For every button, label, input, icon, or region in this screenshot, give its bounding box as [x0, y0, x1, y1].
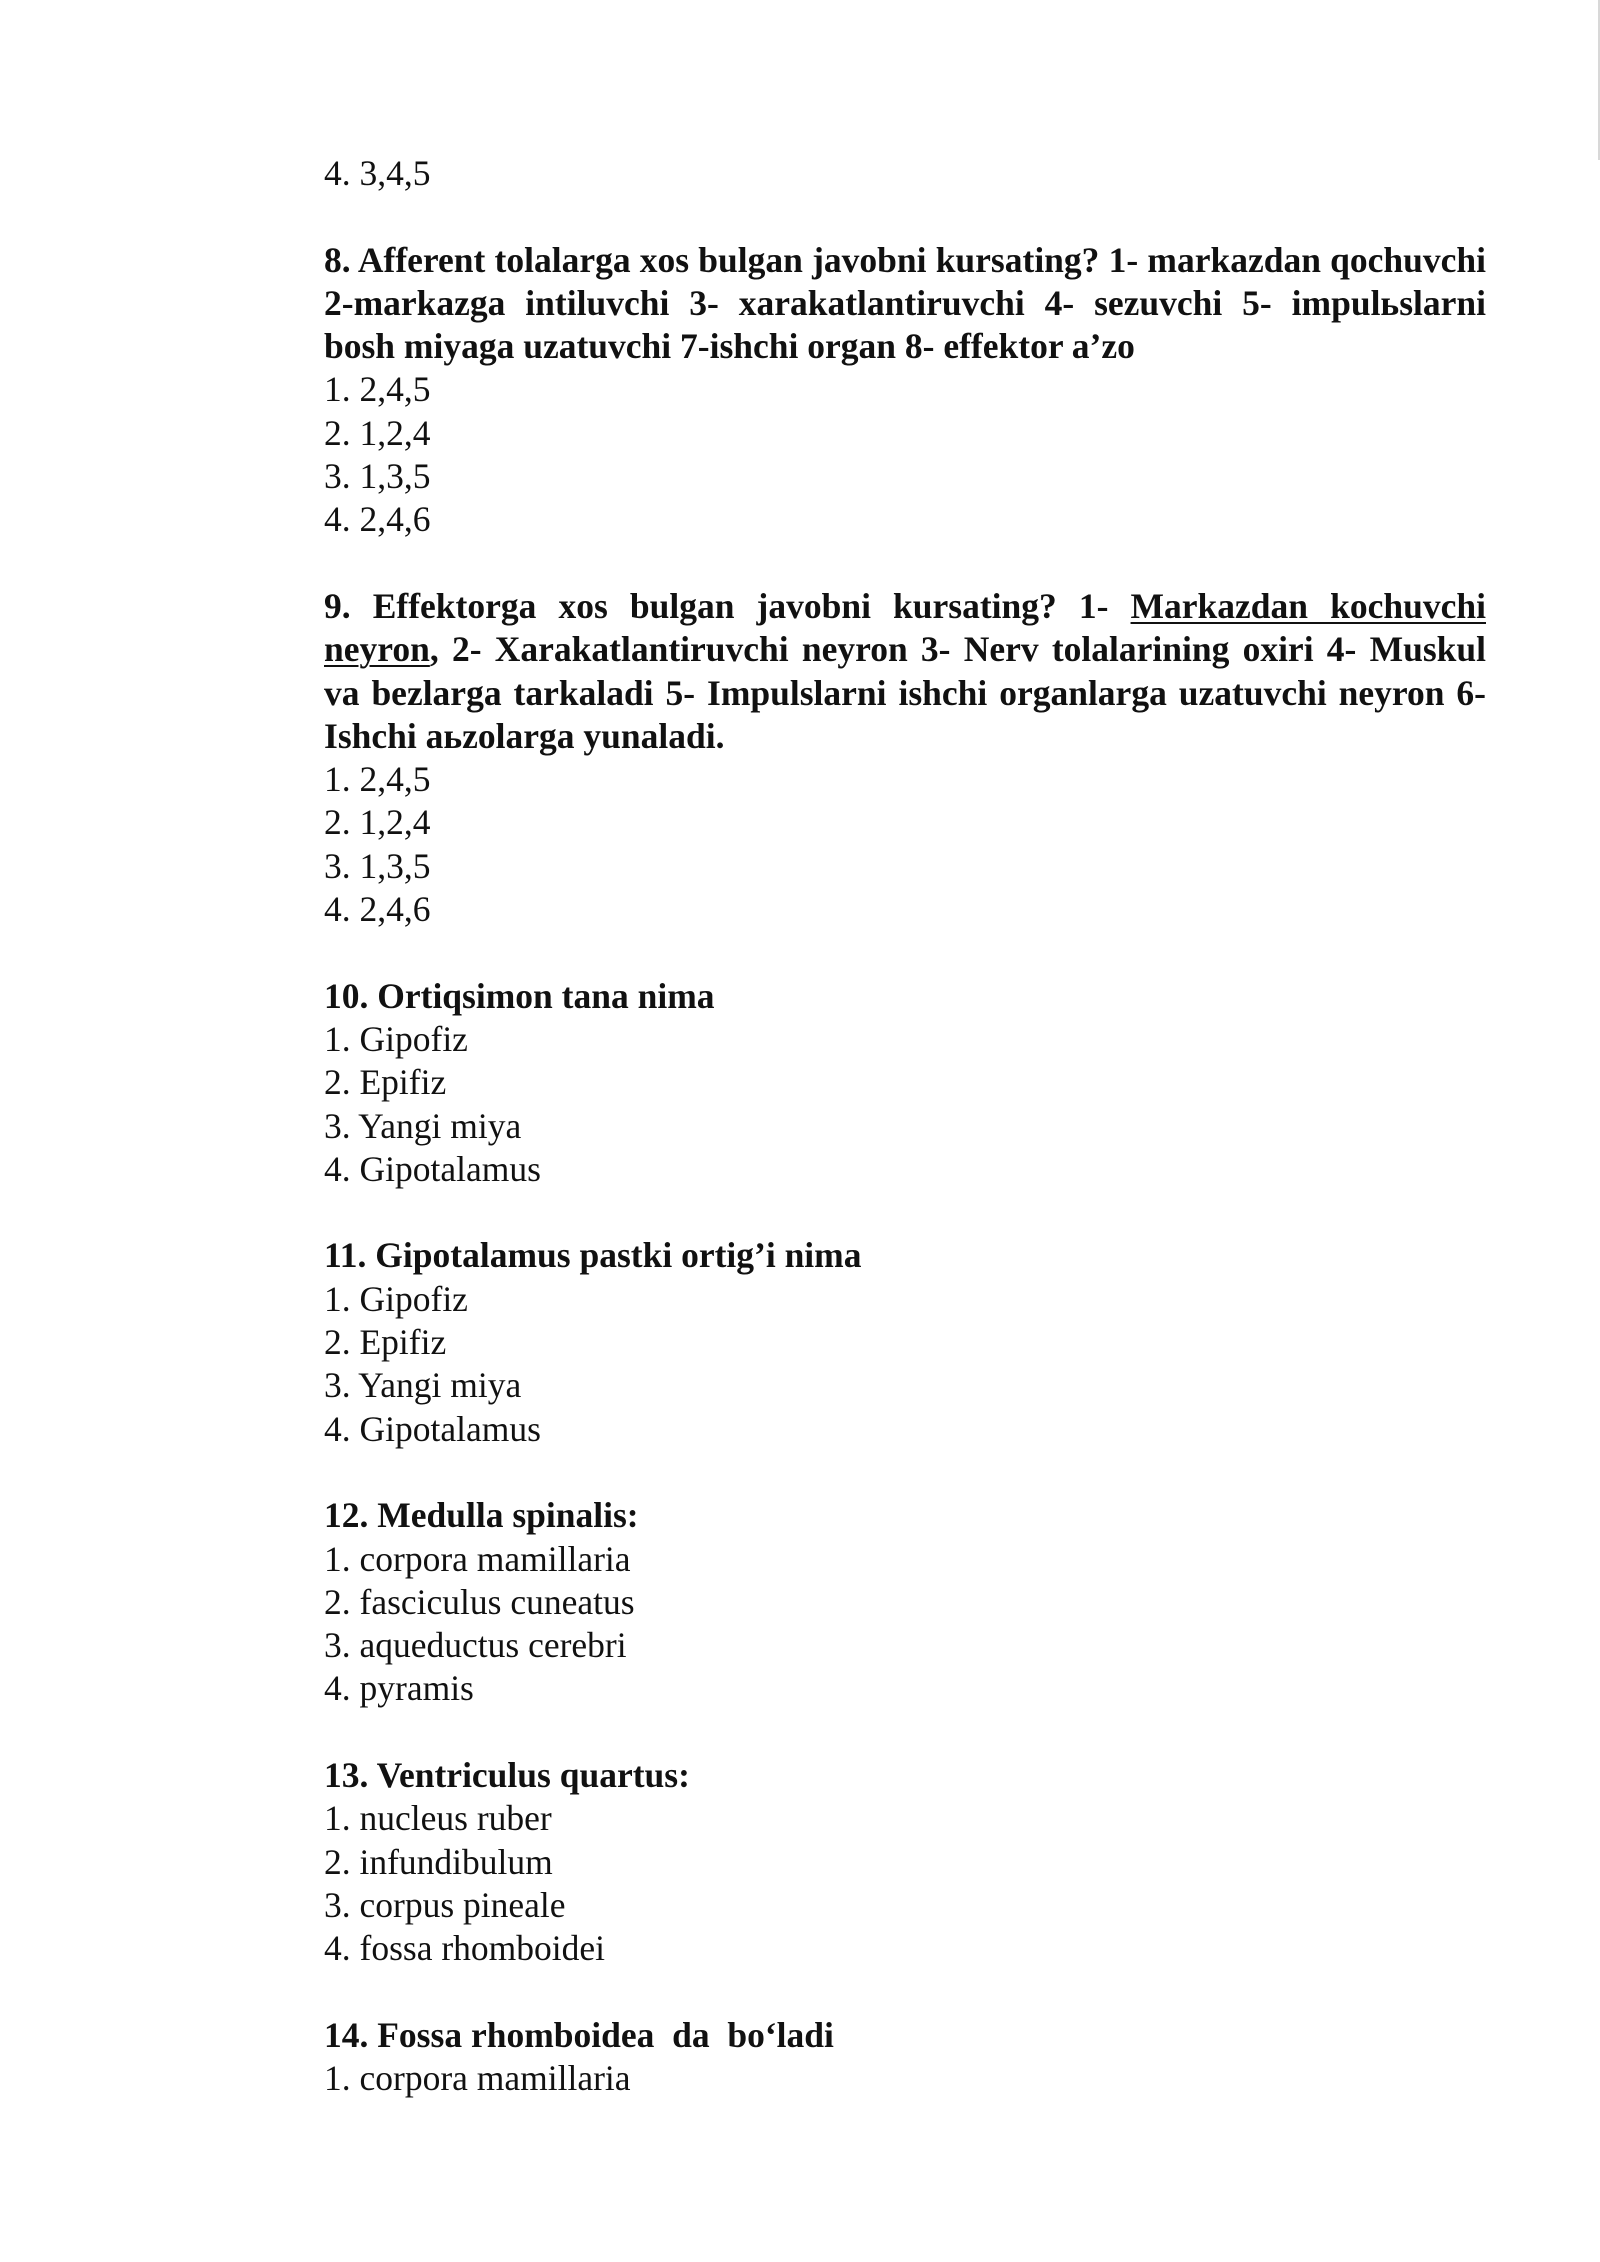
- question-8-option-2: 2. 1,2,4: [324, 412, 431, 453]
- question-12-option-4: 4. pyramis: [324, 1668, 474, 1709]
- question-10-option-3: 3. Yangi miya: [324, 1105, 522, 1146]
- question-8-option-1: 1. 2,4,5: [324, 369, 431, 410]
- question-14: [324, 2014, 1486, 2101]
- question-9-text-start: 9. Effektorga xos bulgan javobni kursating? 1-: [324, 585, 1131, 626]
- question-9-option-1: 1. 2,4,5: [324, 759, 431, 800]
- question-12-option-2: 2. fasciculus cuneatus: [324, 1581, 635, 1622]
- question-11: [324, 1234, 1486, 1450]
- question-13-option-1: 1. nucleus ruber: [324, 1798, 552, 1839]
- question-12-option-1: 1. corpora mamillaria: [324, 1538, 631, 1579]
- question-9-text: [324, 585, 1486, 758]
- question-11-option-2: 2. Epifiz: [324, 1322, 447, 1363]
- question-11-option-3: 3. Yangi miya: [324, 1365, 522, 1406]
- question-12-text: 12. Medulla spinalis:: [324, 1495, 639, 1536]
- question-9-text-end: , 2- Xarakatlantiruvchi neyron 3- Nerv tolalarining oxiri 4- Muskul va bezlarga tarkaladi 5- Impulslarni ishchi organlarga uzatuvchi neyron 6- Ishchi aьzolarga yunaladi.: [324, 629, 1486, 756]
- question-8-text: 8. Afferent tolalarga xos bulgan javobni kursating? 1- markazdan qochuvchi 2-markazga intiluvchi 3- xarakatlantiruvchi 4- sezuvchi 5- impulьslarni bosh miyaga uzatuvchi 7-ishchi organ 8- effektor a’zo: [324, 239, 1486, 367]
- document-page: [324, 152, 1486, 2100]
- question-12-option-3: 3. aqueductus cerebri: [324, 1625, 627, 1666]
- previous-question-option-4: 4. 3,4,5: [324, 153, 431, 193]
- question-13-option-4: 4. fossa rhomboidei: [324, 1928, 606, 1969]
- question-11-option-4: 4. Gipotalamus: [324, 1408, 541, 1449]
- question-9-underlined-text: Markazdan kochuvchi neyron: [324, 585, 1486, 670]
- question-13: [324, 1754, 1486, 1970]
- question-9-option-4: 4. 2,4,6: [324, 889, 431, 930]
- question-8: [324, 239, 1486, 542]
- question-10: [324, 975, 1486, 1191]
- question-8-option-4: 4. 2,4,6: [324, 499, 431, 540]
- question-12: [324, 1494, 1486, 1710]
- question-10-option-1: 1. Gipofiz: [324, 1018, 468, 1059]
- question-11-text: 11. Gipotalamus pastki ortig’i nima: [324, 1235, 862, 1276]
- question-10-text: 10. Ortiqsimon tana nima: [324, 975, 715, 1016]
- question-9-option-3: 3. 1,3,5: [324, 845, 431, 886]
- question-13-text: 13. Ventriculus quartus:: [324, 1754, 690, 1795]
- question-14-text: 14. Fossa rhomboidea da bo‘ladi: [324, 2014, 834, 2055]
- question-13-option-2: 2. infundibulum: [324, 1841, 553, 1882]
- question-8-option-3: 3. 1,3,5: [324, 456, 431, 497]
- question-10-option-4: 4. Gipotalamus: [324, 1148, 541, 1189]
- question-13-option-3: 3. corpus pineale: [324, 1884, 566, 1925]
- question-9: [324, 585, 1486, 931]
- question-10-option-2: 2. Epifiz: [324, 1062, 447, 1103]
- question-11-option-1: 1. Gipofiz: [324, 1278, 468, 1319]
- question-14-option-1: 1. corpora mamillaria: [324, 2058, 631, 2099]
- question-9-option-2: 2. 1,2,4: [324, 802, 431, 843]
